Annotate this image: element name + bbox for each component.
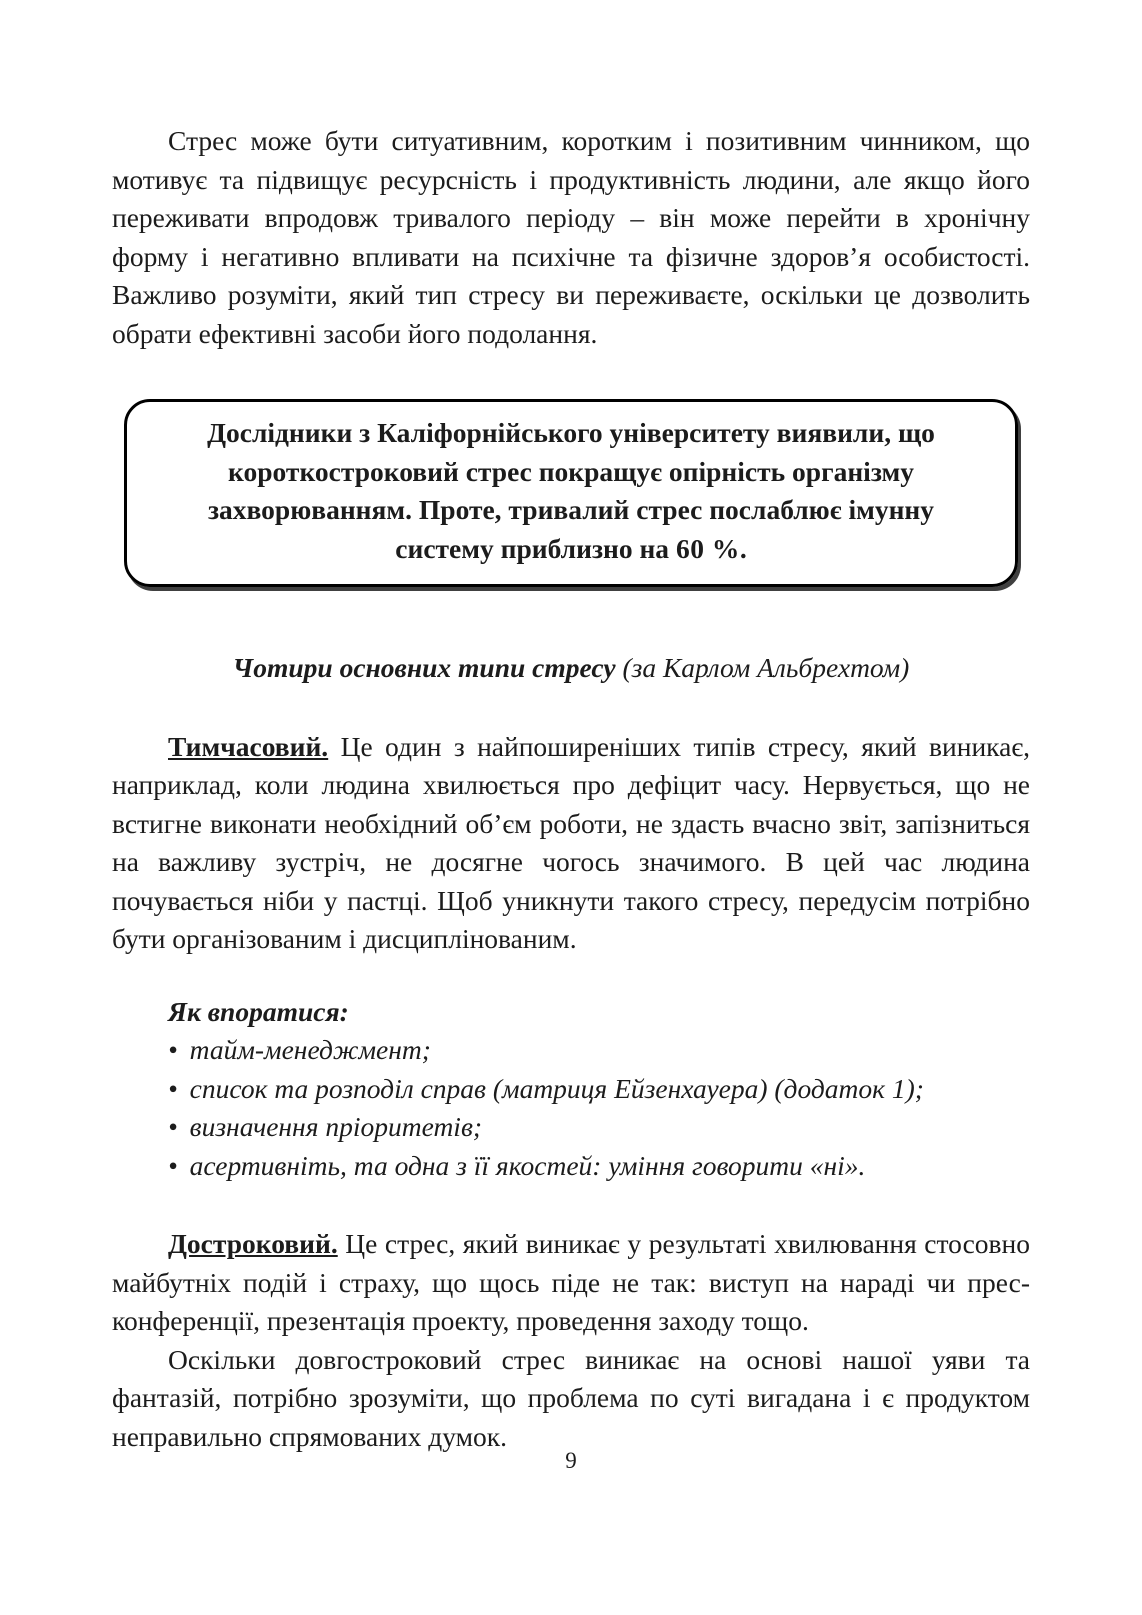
list-item-text: список та розподіл справ (матриця Ейзенхауера) (додаток 1); [189,1072,924,1104]
intro-paragraph [112,122,1030,353]
callout-highlight-value: 60 % [675,532,740,564]
list-item [112,1108,1030,1147]
list-item [112,1147,1030,1186]
early-stress-paragraph [112,1225,1030,1341]
list-item [112,1070,1030,1109]
bullet-icon: • [168,1111,178,1142]
temporary-stress-paragraph [112,728,1030,959]
early-stress-lead: Достроковий. [168,1228,338,1259]
page-number-text: 9 [565,1447,577,1473]
temporary-stress-body: Це один з найпоширеніших типів стресу, який виникає, наприклад, коли людина хвилюється про дефіцит часу. Нервується, що не встигне виконати необхідний об’єм роботи, не здасть вчасно звіт, запізниться на важливу зустріч, не досягне чогось значимого. В цей час людина почувається ніби у пастці. Щоб уникнути такого стресу, передусім потрібно бути організованим і дисциплінованим. [112,730,1030,954]
list-item-text: тайм-менеджмент; [189,1034,431,1065]
early-stress-body: Це стрес, який виникає у результаті хвилювання стосовно майбутніх подій і страху, що щось піде не так: виступ на нараді чи прес-конференції, презентація проекту, проведення заходу тощо. [112,1228,1030,1336]
research-callout-box [124,399,1018,587]
early-stress-second-text: Оскільки довгостроковий стрес виникає на основі нашої уяви та фантазій, потрібно зрозуміти, що проблема по суті вигадана і є продуктом неправильно спрямованих думок. [112,1343,1030,1452]
section-heading-attribution: (за Карлом Альбрехтом) [615,652,910,683]
coping-bullet-list [112,1031,1030,1185]
callout-text: Дослідники з Каліфорнійського університету виявили, що короткостроковий стрес покращує опірність організму захворюванням. Проте, тривалий стрес послаблює імунну систему приблизно на [207,417,935,564]
coping-heading-text: Як впоратися: [168,995,349,1027]
section-heading-title: Чотири основних типи стресу [232,652,616,683]
callout-period: . [739,532,747,564]
intro-text: Стрес може бути ситуативним, коротким і позитивним чинником, що мотивує та підвищує ресурсність і продуктивність людини, але якщо його переживати впродовж тривалого періоду – він може перейти в хронічну форму і негативно впливати на психічне та фізичне здоров’я особистості. Важливо розуміти, який тип стресу ви переживаєте, оскільки це дозволить обрати ефективні засоби його подолання. [112,125,1030,349]
temporary-stress-lead: Тимчасовий. [168,730,329,762]
list-item [112,1031,1030,1070]
bullet-icon: • [168,1072,178,1104]
coping-heading [112,993,1030,1032]
list-item-text: асертивніть, та одна з її якостей: уміння говорити «ні». [189,1149,866,1181]
early-stress-second-paragraph [112,1341,1030,1457]
page-number [0,1445,1142,1477]
list-item-text: визначення пріоритетів; [189,1111,483,1142]
bullet-icon: • [168,1149,178,1181]
section-heading [112,649,1030,688]
bullet-icon: • [168,1034,178,1065]
